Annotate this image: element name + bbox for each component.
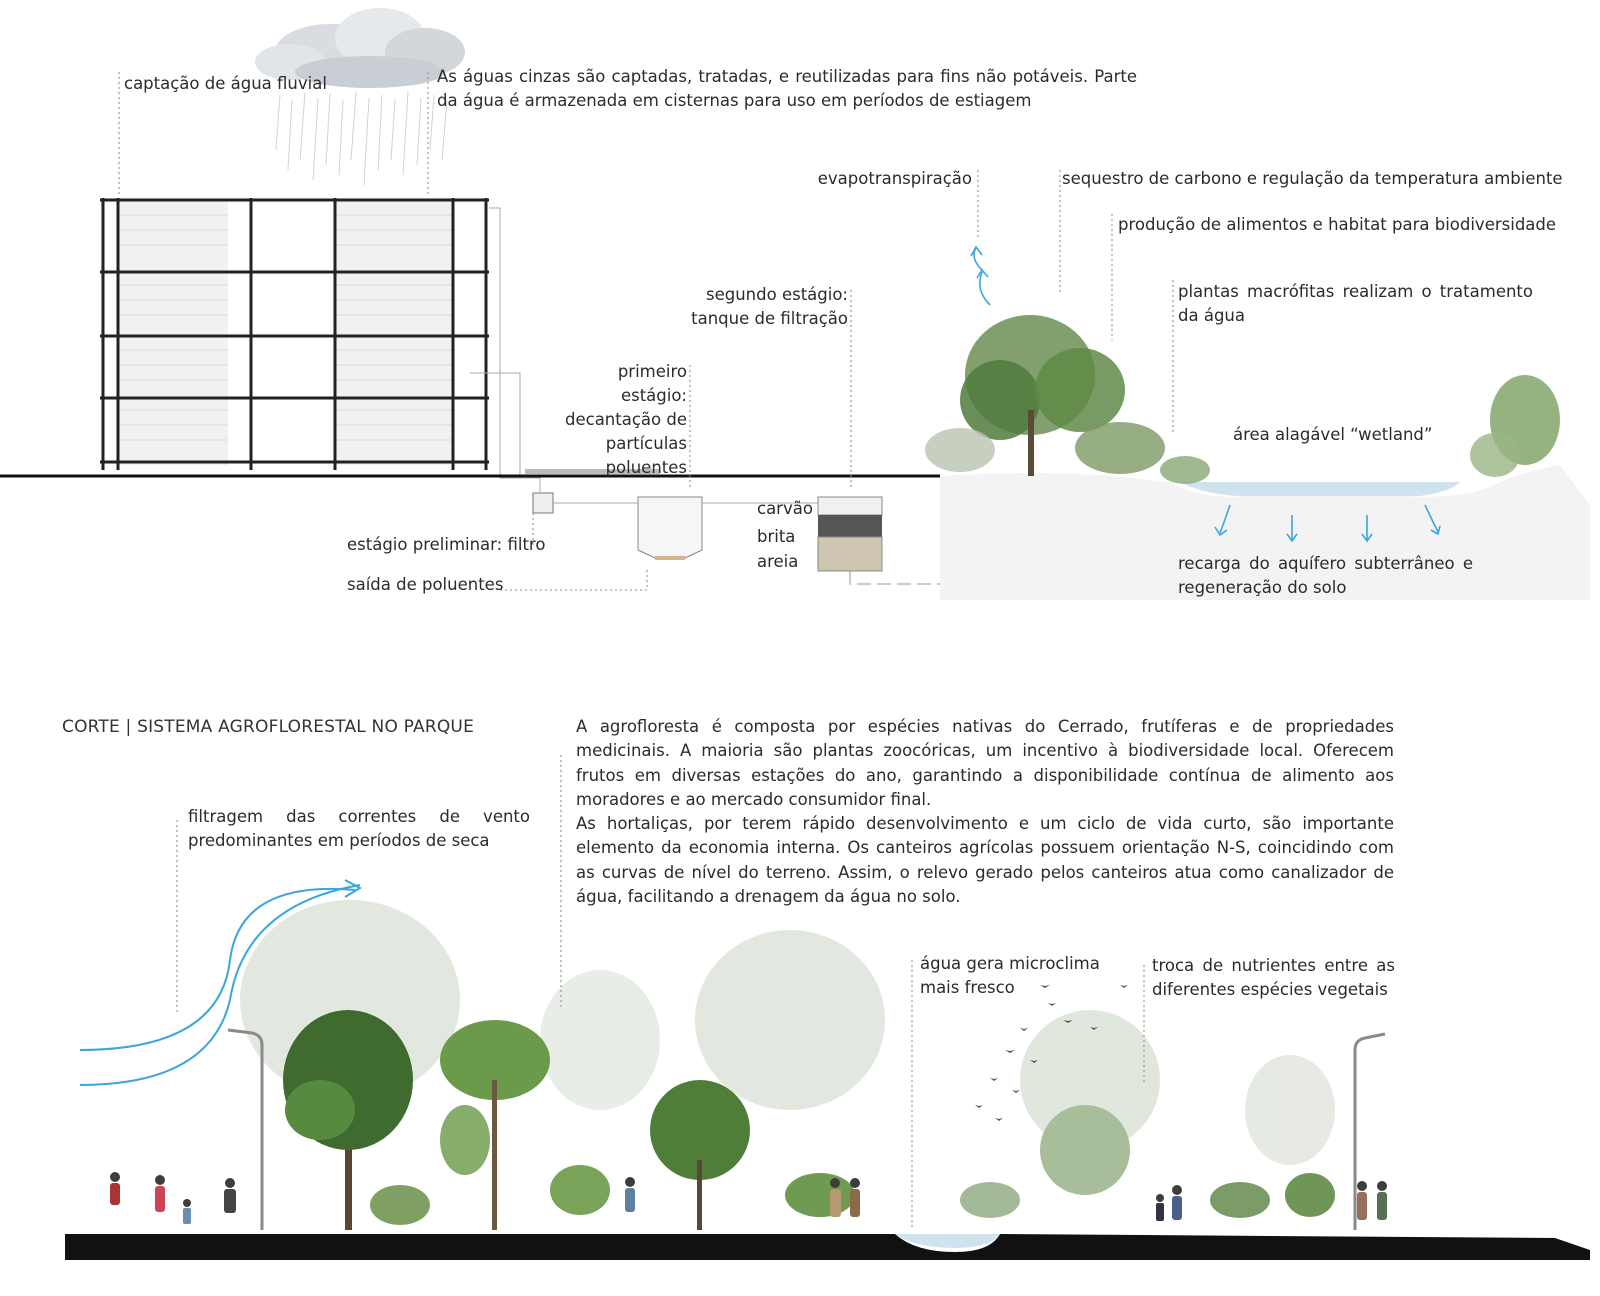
people-silhouettes <box>110 1172 1387 1224</box>
second-stage-label: segundo estágio: tanque de filtração <box>691 285 848 328</box>
microclimate-label: água gera microclima mais fresco <box>920 954 1100 997</box>
gravel-label: brita <box>757 527 796 546</box>
first-stage-label: primeiro estágio: decantação de partículas poluentes <box>565 362 687 477</box>
carbon-label: sequestro de carbono e regulação da temperatura ambiente <box>1062 169 1563 188</box>
wind-filter-label: filtragem das correntes de vento predominantes em períodos de seca <box>188 807 530 850</box>
sand-label: areia <box>757 552 799 571</box>
park-ground <box>65 1234 1590 1260</box>
building-section <box>100 198 540 492</box>
charcoal-label: carvão <box>757 499 813 518</box>
evapotranspiration-label: evapotranspiração <box>817 169 972 188</box>
section-title: CORTE | SISTEMA AGROFLORESTAL NO PARQUE <box>62 717 475 737</box>
agroforest-paragraph-2: As hortaliças, por terem rápido desenvolvimento e um ciclo de vida curto, são importante elemento da economia interna. Os canteiros agrícolas possuem orientação N-S, coincidindo com as curvas de nível do terreno. Assim, o relevo gerado pelos canteiros atua como canalizador de água, facilitando a drenagem da água no solo. <box>576 814 1394 907</box>
nutrients-label: troca de nutrientes entre as diferentes espécies vegetais <box>1152 956 1395 999</box>
wetland-vegetation <box>925 315 1560 484</box>
greywater-label: As águas cinzas são captadas, tratadas, e reutilizadas para fins não potáveis. Parte da água é armazenada em cisternas para uso em períodos de estiagem <box>437 67 1137 110</box>
macrophytes-label: plantas macrófitas realizam o tratamento da água <box>1178 282 1533 325</box>
food-habitat-label: produção de alimentos e habitat para biodiversidade <box>1118 215 1557 234</box>
wetland-label: área alagável “wetland” <box>1233 425 1433 444</box>
agroforest-paragraph-1: A agrofloresta é composta por espécies nativas do Cerrado, frutíferas e de propriedades medicinais. A maioria são plantas zoocóricas, um incentivo à biodiversidade local. Oferecem frutos em diversas estações do ano, garantindo a disponibilidade contínua de alimento aos moradores e ao mercado consumidor final. <box>576 717 1394 810</box>
agroforest-background <box>240 900 1335 1165</box>
aquifer-label: recarga do aquífero subterrâneo e regeneração do solo <box>1178 554 1473 597</box>
pollutant-exit-label: saída de poluentes <box>347 575 504 594</box>
filtration-system <box>533 493 975 584</box>
rainwater-capture-label: captação de água fluvial <box>124 74 327 93</box>
preliminary-stage-label: estágio preliminar: filtro <box>347 535 546 554</box>
rain-streaks <box>276 92 447 185</box>
